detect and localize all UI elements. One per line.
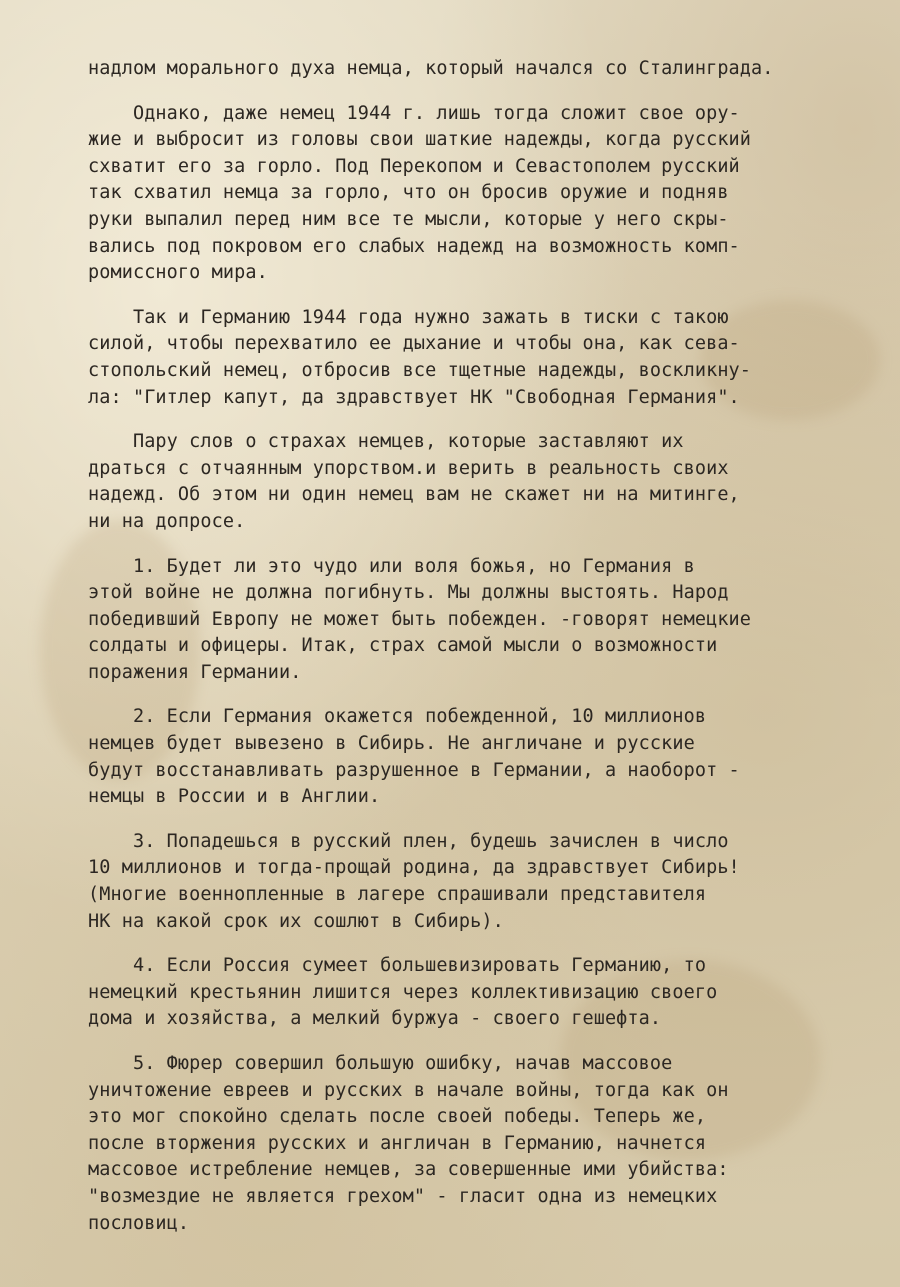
text-line: немцев будет вывезено в Сибирь. Не англичане и русские <box>88 733 695 755</box>
text-line: ни на допросе. <box>88 510 246 532</box>
text-line: немцы в России и в Англии. <box>88 786 381 808</box>
text-line: силой, чтобы перехватило ее дыхание и чтобы она, как сева- <box>88 333 740 355</box>
text-line: руки выпалил перед ним все те мысли, которые у него скры- <box>88 208 729 230</box>
paragraph <box>88 1051 878 1237</box>
text-line: так схватил немца за горло, что он бросив оружие и подняв <box>88 182 729 204</box>
text-line: ла: "Гитлер капут, да здравствует НК "Свободная Германия". <box>88 386 740 408</box>
text-line: 5. Фюрер совершил большую ошибку, начав массовое <box>88 1053 673 1074</box>
text-line: дома и хозяйства, а мелкий буржуа - своего гешефта. <box>88 1008 662 1030</box>
text-line: немецкий крестьянин лишится через коллективизацию своего <box>88 981 718 1003</box>
text-line: 2. Если Германия окажется побежденной, 10 миллионов <box>88 706 707 728</box>
paragraph <box>88 829 878 935</box>
paragraph <box>88 554 878 687</box>
text-line: 1. Будет ли это чудо или воля божья, но Германия в <box>88 555 695 577</box>
text-line: драться с отчаянным упорством.и верить в реальность своих <box>88 457 729 479</box>
typewritten-text <box>88 56 878 1237</box>
text-line: жие и выбросит из головы свои шаткие надежды, когда русский <box>88 129 752 151</box>
text-line: будут восстанавливать разрушенное в Германии, а наоборот - <box>88 759 740 781</box>
paragraph <box>88 56 878 83</box>
text-line: 10 миллионов и тогда-прощай родина, да здравствует Сибирь! <box>88 857 740 879</box>
text-line: это мог спокойно сделать после своей победы. Теперь же, <box>88 1106 707 1128</box>
text-line: солдаты и офицеры. Итак, страх самой мысли о возможности <box>88 635 718 657</box>
text-line: пословиц. <box>88 1212 190 1234</box>
text-line: ромиссного мира. <box>88 262 268 284</box>
text-line: Так и Германию 1944 года нужно зажать в тиски с такою <box>88 306 729 328</box>
text-line: уничтожение евреев и русских в начале войны, тогда как он <box>88 1079 729 1101</box>
text-line: "возмездие не является грехом" - гласит одна из немецких <box>88 1185 718 1207</box>
text-line: надежд. Об этом ни один немец вам не скажет ни на митинге, <box>88 484 740 506</box>
text-line: поражения Германии. <box>88 661 302 683</box>
text-line: стопольский немец, отбросив все тщетные надежды, воскликну- <box>88 359 752 381</box>
text-line: НК на какой срок их сошлют в Сибирь). <box>88 910 504 932</box>
text-line: Однако, даже немец 1944 г. лишь тогда сложит свое ору- <box>88 102 740 124</box>
text-line: надлом морального духа немца, который начался со Сталинграда. <box>88 58 774 79</box>
text-line: схватит его за горло. Под Перекопом и Севастополем русский <box>88 155 740 177</box>
text-line: этой войне не должна погибнуть. Мы должны выстоять. Народ <box>88 582 729 604</box>
text-line: массовое истребление немцев, за совершенные ими убийства: <box>88 1159 729 1181</box>
text-line: после вторжения русских и англичан в Германию, начнется <box>88 1132 707 1154</box>
paragraph <box>88 704 878 810</box>
text-line: вались под покровом его слабых надежд на возможность комп- <box>88 235 740 257</box>
text-line: 3. Попадешься в русский плен, будешь зачислен в число <box>88 830 729 852</box>
paragraph <box>88 305 878 411</box>
text-line: победивший Европу не может быть побежден. -говорят немецкие <box>88 608 752 630</box>
text-line: 4. Если Россия сумеет большевизировать Германию, то <box>88 955 707 977</box>
text-line: (Многие военнопленные в лагере спрашивали представителя <box>88 884 707 906</box>
paragraph <box>88 101 878 287</box>
paragraph <box>88 429 878 535</box>
text-line: Пару слов о страхах немцев, которые заставляют их <box>88 431 684 453</box>
paragraph <box>88 953 878 1033</box>
